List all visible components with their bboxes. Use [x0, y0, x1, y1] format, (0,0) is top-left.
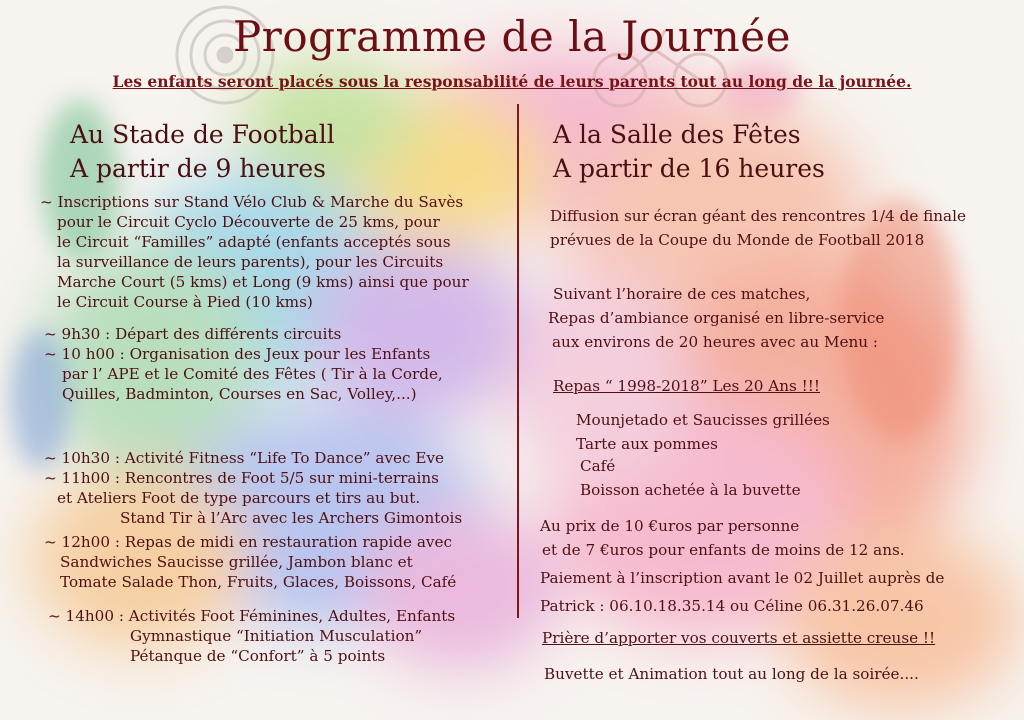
list-item: ~ 11h00 : Rencontres de Foot 5/5 sur mini-terrains — [44, 469, 439, 487]
list-item: Gymnastique “Initiation Musculation” — [130, 627, 423, 645]
broadcast-line: prévues de la Coupe du Monde de Football 2018 — [550, 231, 925, 249]
meal-intro-line: aux environs de 20 heures avec au Menu : — [552, 333, 879, 351]
menu-item: Café — [580, 457, 616, 475]
price-line: Au prix de 10 €uros par personne — [540, 517, 800, 535]
menu-item: Mounjetado et Saucisses grillées — [576, 411, 830, 429]
list-item: la surveillance de leurs parents), pour les Circuits — [57, 253, 444, 271]
closing-line: Buvette et Animation tout au long de la soirée.... — [544, 665, 919, 683]
right-heading-time: A partir de 16 heures — [553, 154, 825, 183]
list-item: ~ 9h30 : Départ des différents circuits — [44, 325, 342, 343]
meal-intro-line: Suivant l’horaire de ces matches, — [553, 285, 811, 303]
meal-intro-line: Repas d’ambiance organisé en libre-service — [548, 309, 885, 327]
list-item: le Circuit Course à Pied (10 kms) — [57, 293, 313, 311]
list-item: par l’ APE et le Comité des Fêtes ( Tir à la Corde, — [62, 365, 443, 383]
contact-line: Patrick : 06.10.18.35.14 ou Céline 06.31.26.07.46 — [540, 597, 924, 615]
page-title: Programme de la Journée — [233, 12, 791, 61]
menu-item: Boisson achetée à la buvette — [580, 481, 801, 499]
list-item: Tomate Salade Thon, Fruits, Glaces, Boissons, Café — [60, 573, 457, 591]
list-item: pour le Circuit Cyclo Découverte de 25 kms, pour — [57, 213, 440, 231]
menu-title: Repas “ 1998-2018” Les 20 Ans !!! — [553, 377, 820, 395]
list-item: Marche Court (5 kms) et Long (9 kms) ainsi que pour — [57, 273, 469, 291]
price-line: Paiement à l’inscription avant le 02 Juillet auprès de — [540, 569, 945, 587]
list-item: Sandwiches Saucisse grillée, Jambon blanc et — [60, 553, 413, 571]
responsibility-notice: Les enfants seront placés sous la responsabilité de leurs parents tout au long de la journée. — [112, 72, 912, 91]
list-item: le Circuit “Familles” adapté (enfants acceptés sous — [57, 233, 451, 251]
list-item: ~ 10h30 : Activité Fitness “Life To Dance” avec Eve — [44, 449, 445, 467]
column-divider — [517, 104, 519, 618]
right-heading-venue: A la Salle des Fêtes — [553, 120, 801, 149]
broadcast-line: Diffusion sur écran géant des rencontres 1/4 de finale — [550, 207, 966, 225]
left-heading-time: A partir de 9 heures — [70, 154, 326, 183]
list-item: Stand Tir à l’Arc avec les Archers Gimontois — [120, 509, 463, 527]
list-item: Pétanque de “Confort” à 5 points — [130, 647, 386, 665]
list-item: ~ 10 h00 : Organisation des Jeux pour les Enfants — [44, 345, 431, 363]
cutlery-notice: Prière d’apporter vos couverts et assiette creuse !! — [542, 629, 936, 647]
left-heading-venue: Au Stade de Football — [70, 120, 335, 149]
list-item: et Ateliers Foot de type parcours et tirs au but. — [57, 489, 421, 507]
list-item: ~ 12h00 : Repas de midi en restauration rapide avec — [44, 533, 452, 551]
list-item: ~ 14h00 : Activités Foot Féminines, Adultes, Enfants — [48, 607, 456, 625]
list-item: Quilles, Badminton, Courses en Sac, Volley,...) — [62, 385, 417, 403]
price-line: et de 7 €uros pour enfants de moins de 12 ans. — [542, 541, 905, 559]
list-item: ~ Inscriptions sur Stand Vélo Club & Marche du Savès — [40, 193, 464, 211]
menu-item: Tarte aux pommes — [576, 435, 718, 453]
